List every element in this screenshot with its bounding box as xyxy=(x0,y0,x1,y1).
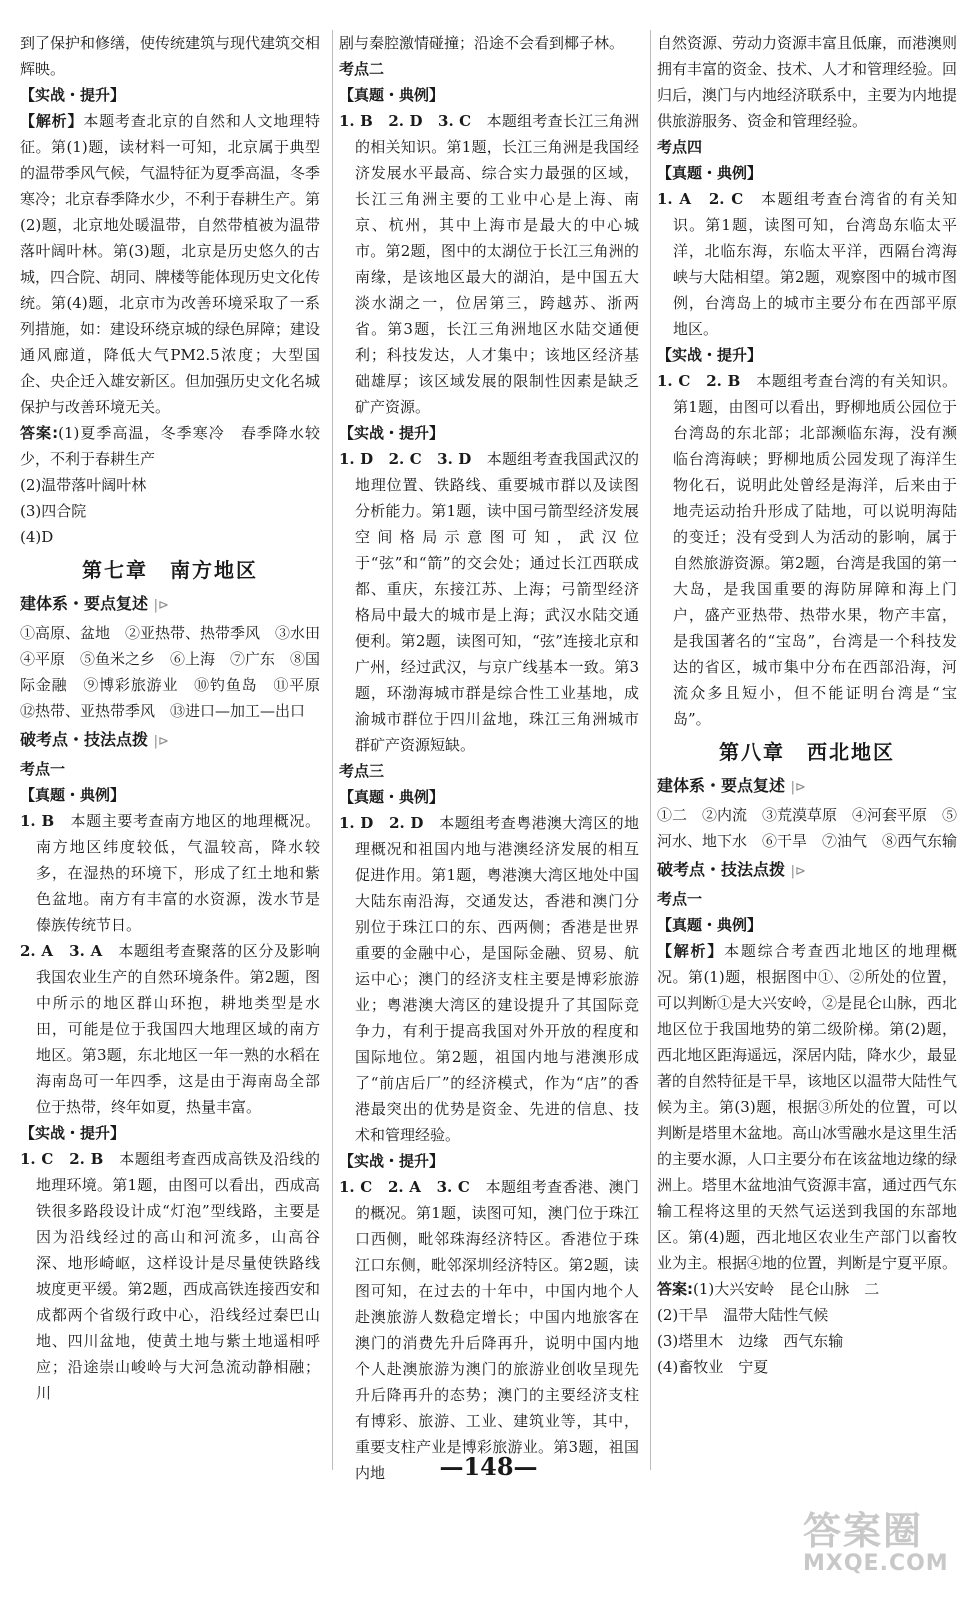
column-1 xyxy=(20,30,336,1470)
answer-block xyxy=(657,1276,957,1380)
question-text: 本题主要考查南方地区的地理概况。南方地区纬度较低，气温较高，降水较多，在湿热的环境下，形成了红土地和紫色盆地。南方有丰富的水资源，泼水节是傣族传统节日。 xyxy=(36,812,320,934)
section-heading-text: 建体系・要点复述 xyxy=(20,594,149,613)
chapter-title: 第七章 南方地区 xyxy=(82,558,258,582)
answer-label: 答案: xyxy=(657,1280,693,1298)
question-answer xyxy=(657,186,957,342)
question-number: 1. C 2. B xyxy=(20,1150,104,1168)
answer-line: (4)D xyxy=(20,528,54,546)
col3-intro: 自然资源、劳动力资源丰富且低廉，而港澳则拥有丰富的资金、技术、人才和管理经验。回归后，澳门与内地经济联系中，主要为内地提供旅游服务、资金和管理经验。 xyxy=(657,34,958,130)
watermark-text: 答案圈 xyxy=(803,1509,924,1553)
question-text: 本题组考查台湾的有关知识。第1题，由图可以看出，野柳地质公园位于台湾岛的东北部；北部濒临东海，没有濒临台湾海峡；野柳地质公园发现了海洋生物化石，说明此处曾经是海洋，后来由于地壳运动抬升形成了陆地，可以说明海陆的变迁；没有受到人为活动的影响，属于自然旅游资源。第2题，台湾是我国的第一大岛，是我国重要的海防屏障和海上门户，盛产亚热带、热带水果，物产丰富，是我国著名的“宝岛”，台湾是一个科技发达的省区，城市集中分布在西部沿海，河流众多且短小，但不能证明台湾是“宝岛”。 xyxy=(673,372,957,728)
question-answer xyxy=(657,368,957,732)
question-text: 本题组考查长江三角洲的相关知识。第1题，长江三角洲是我国经济发展水平最高、综合实力最强的区域，长江三角洲主要的工业中心是上海、南京、杭州，其中上海市是最大的中心城市。第2题，图中的太湖位于长江三角洲的南缘，是该地区最大的湖泊，是中国五大淡水湖之一，位居第三，跨越苏、浙两省。第3题，长江三角洲地区水陆交通便利；科技发达，人才集中；该地区经济基础雄厚；该区域发展的限制性因素是缺乏矿产资源。 xyxy=(355,112,639,416)
question-text: 本题组考查西成高铁及沿线的地理环境。第1题，由图可以看出，西成高铁很多路段设计成“灯泡”型线路，主要是因为沿线经过的高山和河流多，山高谷深、地形崎岖，这样设计是尽量使铁路线坡度更平缓。第2题，西成高铁连接西安和成都两个省级行政中心，沿线经过秦巴山地、四川盆地，使黄土地与紫土地遥相呼应；沿途崇山峻岭与大河急流动静相融；川 xyxy=(36,1150,320,1402)
question-text: 本题组考查台湾省的有关知识。第1题，读图可知，台湾岛东临太平洋，北临东海，东临太平洋，西隔台湾海峡与大陆相望。第2题，观察图中的城市图例，台湾岛上的城市主要分布在西部平原地区。 xyxy=(673,190,957,338)
question-text: 本题组考查香港、澳门的概况。第1题，读图可知，澳门位于珠江口西侧，毗邻珠海经济特区。香港位于珠江口东侧，毗邻深圳经济特区。第2题，读图可知，在过去的十年中，中国内地个人赴澳旅游人数稳定增长；中国内地旅客在澳门的消费先升后降再升，说明中国内地个人赴澳旅游为澳门的旅游业创收呈现先升后降再升的态势；澳门的主要经济支柱有博彩、旅游、工业、建筑业等，其中，重要支柱产业是博彩旅游业。第3题，祖国内地 xyxy=(355,1178,639,1482)
column-2 xyxy=(332,30,639,1482)
answer-line: (4)畜牧业 宁夏 xyxy=(657,1358,769,1376)
watermark-url: MXQE.COM xyxy=(803,1551,949,1576)
question-number: 1. B xyxy=(20,812,55,830)
question-number: 2. A 3. A xyxy=(20,942,103,960)
watermark-logo xyxy=(803,1500,963,1590)
arrow-icon: |⊳ xyxy=(790,864,806,879)
kaodian-heading: 考点一 xyxy=(20,760,66,778)
section-heading xyxy=(20,590,320,620)
col1-intro: 到了保护和修缮，使传统建筑与现代建筑交相辉映。 xyxy=(20,34,321,78)
section-tag: 【实战・提升】 xyxy=(657,346,763,364)
section-heading-text: 建体系・要点复述 xyxy=(657,776,786,795)
section-tag: 【实战・提升】 xyxy=(339,424,445,442)
question-answer xyxy=(20,1146,320,1406)
analysis-label: 【解析】 xyxy=(20,112,84,130)
question-number: 1. B 2. D 3. C xyxy=(339,112,472,130)
section-heading xyxy=(20,726,320,756)
section-tag: 【真题・典例】 xyxy=(657,164,763,182)
page xyxy=(20,30,958,1482)
analysis-paragraph xyxy=(657,938,957,1276)
question-number: 1. D 2. C 3. D xyxy=(339,450,472,468)
answer-label: 答案: xyxy=(20,424,59,442)
arrow-icon: |⊳ xyxy=(153,598,169,613)
kaodian-heading: 考点四 xyxy=(657,138,703,156)
analysis-label: 【解析】 xyxy=(657,942,725,960)
section-tag: 【真题・典例】 xyxy=(657,916,763,934)
section-heading xyxy=(657,856,957,886)
section-tag: 【实战・提升】 xyxy=(20,1124,126,1142)
answer-block xyxy=(20,420,320,550)
section-heading-text: 破考点・技法点拨 xyxy=(657,860,786,879)
summary-list: ①二 ②内流 ③荒漠草原 ④河套平原 ⑤河水、地下水 ⑥干旱 ⑦油气 ⑧西气东输 xyxy=(657,806,958,850)
question-answer xyxy=(339,810,639,1148)
question-answer xyxy=(20,808,320,938)
question-number: 1. C 2. B xyxy=(657,372,741,390)
answer-line: (2)干旱 温带大陆性气候 xyxy=(657,1306,829,1324)
arrow-icon: |⊳ xyxy=(153,734,169,749)
question-text: 本题组考查我国武汉的地理位置、铁路线、重要城市群以及读图分析能力。第1题，读中国弓箭型经济发展空间格局示意图可知，武汉位于“弦”和“箭”的交会处；通过长江西联成都、重庆，东接江苏、上海；弓箭型经济格局中最大的城市是上海；武汉水陆交通便利。第2题，读图可知，“弦”连接北京和广州，经过武汉，与京广线基本一致。第3题，环渤海城市群是综合性工业基地，成渝城市群位于四川盆地，珠江三角洲城市群矿产资源短缺。 xyxy=(355,450,639,754)
section-heading-text: 破考点・技法点拨 xyxy=(20,730,149,749)
kaodian-heading: 考点二 xyxy=(339,60,385,78)
kaodian-heading: 考点一 xyxy=(657,890,703,908)
analysis-text: 本题考查北京的自然和人文地理特征。第(1)题，读材料一可知，北京属于典型的温带季风气候，气温特征为夏季高温，冬季寒冷；北京春季降水少，不利于春耕生产。第(2)题，北京地处暖温带，自然带植被为温带落叶阔叶林。第(3)题，北京是历史悠久的古城，四合院、胡同、牌楼等能体现历史文化传统。第(4)题，北京市为改善环境采取了一系列措施，如：建设环绕京城的绿色屏障；建设通风廊道，降低大气PM2.5浓度；大型国企、央企迁入雄安新区。但加强历史文化名城保护与改善环境无关。 xyxy=(20,112,321,416)
col2-intro: 剧与秦腔激情碰撞；沿途不会看到椰子林。 xyxy=(339,34,625,52)
kaodian-heading: 考点三 xyxy=(339,762,385,780)
answer-line: (3)四合院 xyxy=(20,502,87,520)
chapter-title: 第八章 西北地区 xyxy=(719,740,895,764)
answer-line: (3)塔里木 边缘 西气东输 xyxy=(657,1332,844,1350)
section-tag: 【实战・提升】 xyxy=(20,86,126,104)
question-number: 1. C 2. A 3. C xyxy=(339,1178,470,1196)
question-answer xyxy=(339,446,639,758)
question-number: 1. D 2. D xyxy=(339,814,424,832)
question-answer xyxy=(20,938,320,1120)
question-text: 本题组考查粤港澳大湾区的地理概况和祖国内地与港澳经济发展的相互促进作用。第1题，粤港澳大湾区地处中国大陆东南沿海，交通发达，香港和澳门分别位于珠江口的东、西两侧；香港是世界重要的金融中心，是国际金融、贸易、航运中心；澳门的经济支柱主要是博彩旅游业；粤港澳大湾区的建设提升了其国际竞争力，有利于提高我国对外开放的程度和国际地位。第2题，祖国内地与港澳形成了“前店后厂”的经济模式，作为“店”的香港最突出的优势是资金、先进的信息、技术和管理经验。 xyxy=(355,814,639,1144)
answer-line: (1)大兴安岭 昆仑山脉 二 xyxy=(693,1280,880,1298)
arrow-icon: |⊳ xyxy=(790,780,806,795)
question-text: 本题组考查聚落的区分及影响我国农业生产的自然环境条件。第2题，图中所示的地区群山环抱，耕地类型是水田，可能是位于我国四大地理区域的南方地区。第3题，东北地区一年一熟的水稻在海南岛可一年四季，这是由于海南岛全部位于热带，终年如夏，热量丰富。 xyxy=(36,942,320,1116)
answer-line: (2)温带落叶阔叶林 xyxy=(20,476,147,494)
question-answer xyxy=(339,1174,639,1486)
question-answer xyxy=(339,108,639,420)
section-tag: 【真题・典例】 xyxy=(339,86,445,104)
section-tag: 【真题・典例】 xyxy=(339,788,445,806)
question-number: 1. A 2. C xyxy=(657,190,744,208)
summary-list: ①高原、盆地 ②亚热带、热带季风 ③水田 ④平原 ⑤鱼米之乡 ⑥上海 ⑦广东 ⑧国际金融 ⑨博彩旅游业 ⑩钓鱼岛 ⑪平原 ⑫热带、亚热带季风 ⑬进口—加工—出口 xyxy=(20,624,336,720)
analysis-paragraph xyxy=(20,108,320,420)
answer-line: (1)夏季高温，冬季寒冷 春季降水较少，不利于春耕生产 xyxy=(20,424,321,468)
section-heading xyxy=(657,772,957,802)
analysis-text: 本题综合考查西北地区的地理概况。第(1)题，根据图中①、②所处的位置，可以判断①是大兴安岭，②是昆仑山脉，西北地区位于我国地势的第二级阶梯。第(2)题，西北地区距海遥远，深居内陆，降水少，最显著的自然特征是干旱，该地区以温带大陆性气候为主。第(3)题，根据③所处的位置，可以判断是塔里木盆地。高山冰雪融水是这里生活的主要水源，人口主要分布在该盆地边缘的绿洲上。塔里木盆地油气资源丰富，通过西气东输工程将这里的天然气运送到我国的东部地区。第(4)题，西北地区农业生产部门以畜牧业为主。根据④地的位置，判断是宁夏平原。 xyxy=(657,942,958,1272)
section-tag: 【实战・提升】 xyxy=(339,1152,445,1170)
page-number: —148— xyxy=(439,1452,538,1481)
column-3 xyxy=(650,30,957,1470)
section-tag: 【真题・典例】 xyxy=(20,786,126,804)
